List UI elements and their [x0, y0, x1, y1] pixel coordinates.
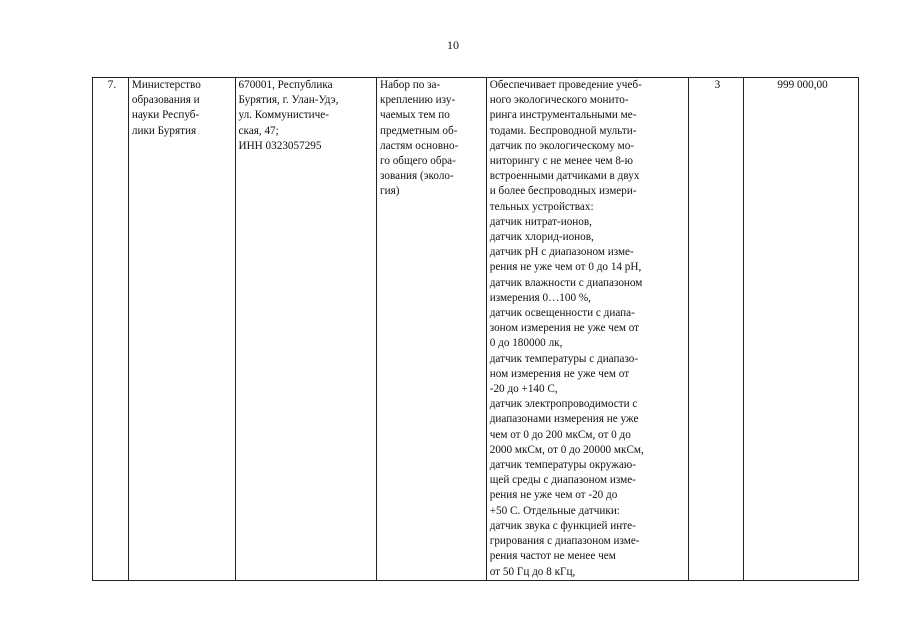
page-number: 10 [447, 38, 459, 52]
document-table [92, 77, 859, 581]
subject-cell: Набор по за- креплению изу- чаемых тем по предметным об- ластям основно- го общего обра- зования (эколо- гия) [377, 78, 487, 581]
amount-cell: 999 000,00 [744, 78, 859, 581]
quantity-cell: 3 [688, 78, 743, 581]
row-number-cell: 7. [93, 78, 129, 581]
table-row [93, 78, 859, 581]
organization-cell: Министерство образования и науки Респуб- лики Бурятия [128, 78, 235, 581]
address-cell: 670001, Республика Бурятия, г. Улан-Удэ, ул. Коммунистиче- ская, 47; ИНН 0323057295 [235, 78, 377, 581]
description-cell: Обеспечивает проведение учеб- ного экологического монито- ринга инструментальными ме- тодами. Беспроводной мульти- датчик по экологическому мо- ниторингу с не менее чем 8-ю встроенными датчиками в двух и более беспроводных измери- тельных устройствах: датчик нитрат-ионов, датчик хлорид-ионов, датчик pH с диапазоном изме- рения не уже чем от 0 до 14 pH, датчик влажности с диапазоном измерения 0…100 %, датчик освещенности с диапа- зоном измерения не уже чем от 0 до 180000 лк, датчик температуры с диапазо- ном измерения не уже чем от -20 до +140 С, датчик электропроводимости с диапазонами измерения не уже чем от 0 до 200 мкСм, от 0 до 2000 мкСм, от 0 до 20000 мкСм, датчик температуры окружаю- щей среды с диапазоном изме- рения не уже чем от -20 до +50 С. Отдельные датчики: датчик звука с функцией инте- грирования с диапазоном изме- рения частот не менее чем от 50 Гц до 8 кГц, [486, 78, 688, 581]
